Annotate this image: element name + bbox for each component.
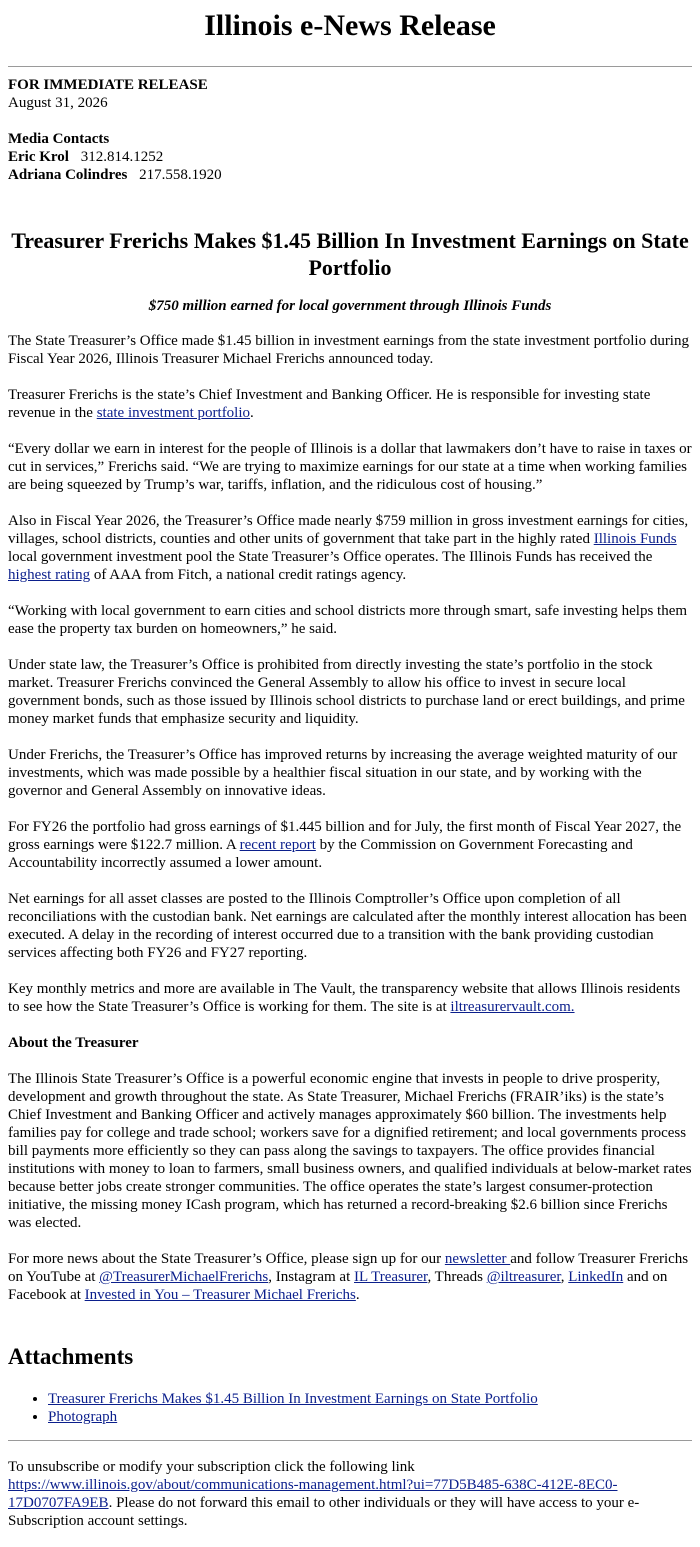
attachment-release-link[interactable]: Treasurer Frerichs Makes $1.45 Billion In Investment Earnings on State Portfolio bbox=[48, 1391, 538, 1407]
text-span: , Threads bbox=[427, 1269, 487, 1285]
contact-name: Adriana Colindres bbox=[8, 167, 128, 183]
page-title: Illinois e-News Release bbox=[204, 9, 496, 42]
text-span: and follow Treasurer Frerichs on YouTube at bbox=[8, 1251, 689, 1285]
text-span: . bbox=[355, 1287, 360, 1303]
text-span: . Please do not forward this email to other individuals or they will have access to your e-Subscription account settings. bbox=[8, 1495, 640, 1529]
youtube-link[interactable]: @TreasurerMichaelFrerichs bbox=[99, 1269, 269, 1285]
attachments-list bbox=[8, 1390, 692, 1426]
release-info bbox=[8, 76, 692, 112]
highest-rating-link[interactable]: highest rating bbox=[8, 567, 91, 583]
text-span: Key monthly metrics and more are available in The Vault, the transparency website that allows Illinois residents to see how the State Treasurer’s Office is working for them. The site is at bbox=[8, 981, 681, 1015]
recent-report-link[interactable]: recent report bbox=[239, 837, 316, 853]
text-span: , Instagram at bbox=[268, 1269, 355, 1285]
body-paragraph-4 bbox=[8, 512, 692, 584]
subscription-management-link[interactable]: https://www.illinois.gov/about/communications-management.html?ui=77D5B485-638C-412E-8EC0-17D0707FA9EB bbox=[8, 1477, 618, 1511]
about-paragraph: The Illinois State Treasurer’s Office is a powerful economic engine that invests in people to drive prosperity, development and growth throughout the state. As State Treasurer, Michael Frerichs (FRAIR’iks) is the state’s Chief Investment and Banking Officer and actively manages approximately $60 billion. The investments help families pay for college and trade school; workers save for a dignified retirement; and local governments process bill payments more efficiently so they can pass along the savings to taxpayers. The office provides financial institutions with money to loan to farmers, small business owners, and qualified individuals at below-market rates because better jobs create stronger communities. The office operates the state’s largest consumer-protection initiative, the missing money ICash program, which has returned a record-breaking $2.6 billion since Frerichs was elected. bbox=[8, 1071, 692, 1231]
list-item bbox=[48, 1408, 692, 1426]
contact-name: Eric Krol bbox=[8, 149, 69, 165]
list-item bbox=[48, 1390, 692, 1408]
body-paragraph-1: The State Treasurer’s Office made $1.45 billion in investment earnings from the state investment portfolio during Fiscal Year 2026, Illinois Treasurer Michael Frerichs announced today. bbox=[8, 333, 689, 367]
attachment-photograph-link[interactable]: Photograph bbox=[48, 1409, 118, 1425]
media-contacts-heading: Media Contacts bbox=[8, 131, 110, 147]
treasurer-vault-link[interactable]: iltreasurervault.com. bbox=[450, 999, 575, 1015]
text-span: For FY26 the portfolio had gross earnings of $1.445 billion and for July, the first month of Fiscal Year 2027, the gross earnings were $122.7 million. A bbox=[8, 819, 682, 853]
newsletter-link[interactable]: newsletter bbox=[444, 1251, 511, 1267]
text-span: For more news about the State Treasurer’s Office, please sign up for our bbox=[8, 1251, 445, 1267]
release-headline: Treasurer Frerichs Makes $1.45 Billion In Investment Earnings on State Portfolio bbox=[11, 228, 689, 280]
text-span: and on Facebook at bbox=[8, 1269, 668, 1303]
contact-row bbox=[8, 148, 692, 166]
attachments-heading: Attachments bbox=[8, 1344, 134, 1369]
body-paragraph-3: “Every dollar we earn in interest for the people of Illinois is a dollar that lawmakers don’t have to raise in taxes or cut in services,” Frerichs said. “We are trying to maximize earnings for our state at a time when working families are being squeezed by Trump’s war, tariffs, inflation, and the ridiculous cost of housing.” bbox=[8, 441, 692, 493]
state-investment-portfolio-link[interactable]: state investment portfolio bbox=[96, 405, 251, 421]
text-span: by the Commission on Government Forecasting and Accountability incorrectly assumed a lower amount. bbox=[8, 837, 633, 871]
text-span: Treasurer Frerichs is the state’s Chief Investment and Banking Officer. He is responsible for investing state revenue in the bbox=[8, 387, 651, 421]
social-paragraph bbox=[8, 1250, 692, 1304]
linkedin-link[interactable]: LinkedIn bbox=[568, 1269, 624, 1285]
body-paragraph-9: Net earnings for all asset classes are posted to the Illinois Comptroller’s Office upon completion of all reconciliations with the custodian bank. Net earnings are calculated after the monthly interest allocation has been executed. A delay in the recording of interest occurred due to a transition with the bank providing custodian services affecting both FY26 and FY27 reporting. bbox=[8, 891, 687, 961]
text-span: To unsubscribe or modify your subscription click the following link bbox=[8, 1459, 415, 1475]
body-paragraph-8 bbox=[8, 818, 692, 872]
text-span: of AAA from Fitch, a national credit ratings agency. bbox=[90, 567, 407, 583]
illinois-funds-link[interactable]: Illinois Funds bbox=[593, 531, 677, 547]
body-paragraph-10 bbox=[8, 980, 692, 1016]
header-divider bbox=[8, 66, 692, 67]
body-paragraph-2 bbox=[8, 386, 692, 422]
contact-phone: 312.814.1252 bbox=[80, 149, 164, 165]
release-date: August 31, 2026 bbox=[8, 95, 108, 111]
body-paragraph-7: Under Frerichs, the Treasurer’s Office has improved returns by increasing the average weighted maturity of our investments, which was made possible by a healthier fiscal situation in our state, and by working with the governor and General Assembly on innovative ideas. bbox=[8, 747, 678, 799]
body-paragraph-5: “Working with local government to earn cities and school districts more through smart, safe investing helps them ease the property tax burden on homeowners,” he said. bbox=[8, 603, 688, 637]
facebook-link[interactable]: Invested in You – Treasurer Michael Frerichs bbox=[84, 1287, 356, 1303]
text-span: . bbox=[250, 405, 254, 421]
instagram-link[interactable]: IL Treasurer bbox=[354, 1269, 428, 1285]
body-paragraph-6: Under state law, the Treasurer’s Office is prohibited from directly investing the state’s portfolio in the stock market. Treasurer Frerichs convinced the General Assembly to allow his office to invest in secure local government bonds, such as those issued by Illinois school districts to purchase land or erect buildings, and prime money market funds that emphasize security and liquidity. bbox=[8, 657, 685, 727]
text-span: Also in Fiscal Year 2026, the Treasurer’s Office made nearly $759 million in gross investment earnings for cities, villages, school districts, counties and other units of government that take part in the highly rated bbox=[8, 513, 689, 547]
unsubscribe-notice bbox=[8, 1458, 692, 1530]
media-contacts bbox=[8, 130, 692, 184]
footer-divider bbox=[8, 1440, 692, 1441]
text-span: , bbox=[560, 1269, 569, 1285]
about-heading: About the Treasurer bbox=[8, 1035, 139, 1051]
contact-phone: 217.558.1920 bbox=[139, 167, 222, 183]
release-label: FOR IMMEDIATE RELEASE bbox=[8, 77, 208, 93]
threads-link[interactable]: @iltreasurer bbox=[486, 1269, 561, 1285]
contact-row bbox=[8, 166, 692, 184]
release-subheadline: $750 million earned for local government through Illinois Funds bbox=[148, 298, 552, 314]
text-span: local government investment pool the State Treasurer’s Office operates. The Illinois Funds has received the bbox=[8, 549, 653, 565]
